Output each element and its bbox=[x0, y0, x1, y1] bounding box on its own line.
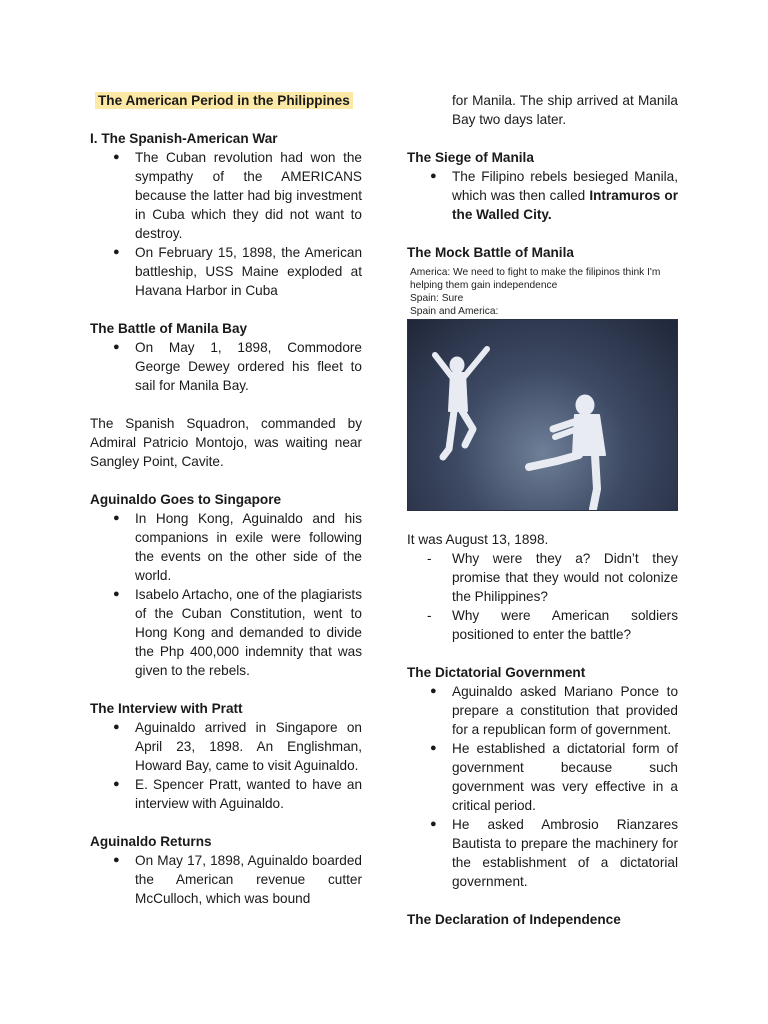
section-heading-singapore: Aguinaldo Goes to Singapore bbox=[90, 492, 282, 507]
date-line: It was August 13, 1898. bbox=[407, 532, 549, 547]
list-item: ● The Cuban revolution had won the sympathy of the AMERICANS because the latter had big investment in Cuba which they did not want to destroy. bbox=[90, 148, 362, 243]
list-item: ● On May 17, 1898, Aguinaldo boarded the American revenue cutter McCulloch, which was bound bbox=[90, 851, 362, 908]
list-item: ● He established a dictatorial form of government because such government was very effective in a critical period. bbox=[407, 739, 678, 815]
section-heading-aguinaldo-returns: Aguinaldo Returns bbox=[90, 834, 212, 849]
war-list bbox=[90, 148, 362, 300]
section-heading-dictatorial-government: The Dictatorial Government bbox=[407, 665, 586, 680]
list-item: ● On February 15, 1898, the American battleship, USS Maine exploded at Havana Harbor in Cuba bbox=[90, 243, 362, 300]
left-column bbox=[90, 91, 362, 908]
list-item: ● Aguinaldo asked Mariano Ponce to prepare a constitution that provided for a republican form of government. bbox=[407, 682, 678, 739]
questions-list bbox=[407, 549, 678, 644]
meme-photo bbox=[407, 319, 678, 511]
squadron-paragraph: The Spanish Squadron, commanded by Admiral Patricio Montojo, was waiting near Sangley Point, Cavite. bbox=[90, 416, 362, 469]
list-item: ● In Hong Kong, Aguinaldo and his companions in exile were following the events on the other side of the world. bbox=[90, 509, 362, 585]
section-heading-siege-of-manila: The Siege of Manila bbox=[407, 150, 534, 165]
section-heading-spanish-american-war: I. The Spanish-American War bbox=[90, 131, 278, 146]
section-heading-pratt: The Interview with Pratt bbox=[90, 701, 243, 716]
section-heading-mock-battle: The Mock Battle of Manila bbox=[407, 245, 574, 260]
meme-caption-line: America: We need to fight to make the filipinos think I'm helping them gain independence bbox=[410, 267, 661, 291]
siege-list bbox=[407, 167, 678, 224]
list-item: - Why were they a? Didn’t they promise that they would not colonize the Philippines? bbox=[407, 549, 678, 606]
continued-list bbox=[407, 91, 678, 129]
fighters-illustration bbox=[407, 319, 678, 511]
meme-caption-line: Spain and America: bbox=[410, 306, 499, 317]
intramuros-bold: Intramuros or the Walled City. bbox=[452, 188, 679, 222]
list-item: ● Aguinaldo arrived in Singapore on April 23, 1898. An Englishman, Howard Bay, came to visit Aguinaldo. bbox=[90, 718, 362, 775]
pratt-list bbox=[90, 718, 362, 813]
dictatorial-list bbox=[407, 682, 678, 891]
list-item: ● The Filipino rebels besieged Manila, which was then called Intramuros or the Walled City. bbox=[407, 167, 678, 224]
right-column bbox=[407, 91, 678, 929]
returns-list bbox=[90, 851, 362, 908]
list-item: - Why were American soldiers positioned to enter the battle? bbox=[407, 606, 678, 644]
continued-text: for Manila. The ship arrived at Manila Bay two days later. bbox=[452, 93, 678, 127]
meme-image bbox=[407, 265, 678, 511]
singapore-list bbox=[90, 509, 362, 680]
list-item: ● On May 1, 1898, Commodore George Dewey ordered his fleet to sail for Manila Bay. bbox=[90, 338, 362, 395]
section-heading-declaration: The Declaration of Independence bbox=[407, 912, 621, 927]
list-item: ● Isabelo Artacho, one of the plagiarists of the Cuban Constitution, went to Hong Kong and demanded to divide the Php 400,000 indemnity that was given to the rebels. bbox=[90, 585, 362, 680]
section-heading-battle-of-manila-bay: The Battle of Manila Bay bbox=[90, 321, 248, 336]
list-item: ● E. Spencer Pratt, wanted to have an interview with Aguinaldo. bbox=[90, 775, 362, 813]
meme-caption bbox=[407, 265, 678, 318]
meme-caption-line: Spain: Sure bbox=[410, 293, 464, 304]
document-title: The American Period in the Philippines bbox=[95, 91, 362, 110]
bay-list bbox=[90, 338, 362, 395]
list-item: ● He asked Ambrosio Rianzares Bautista to prepare the machinery for the establishment of a dictatorial government. bbox=[407, 815, 678, 891]
